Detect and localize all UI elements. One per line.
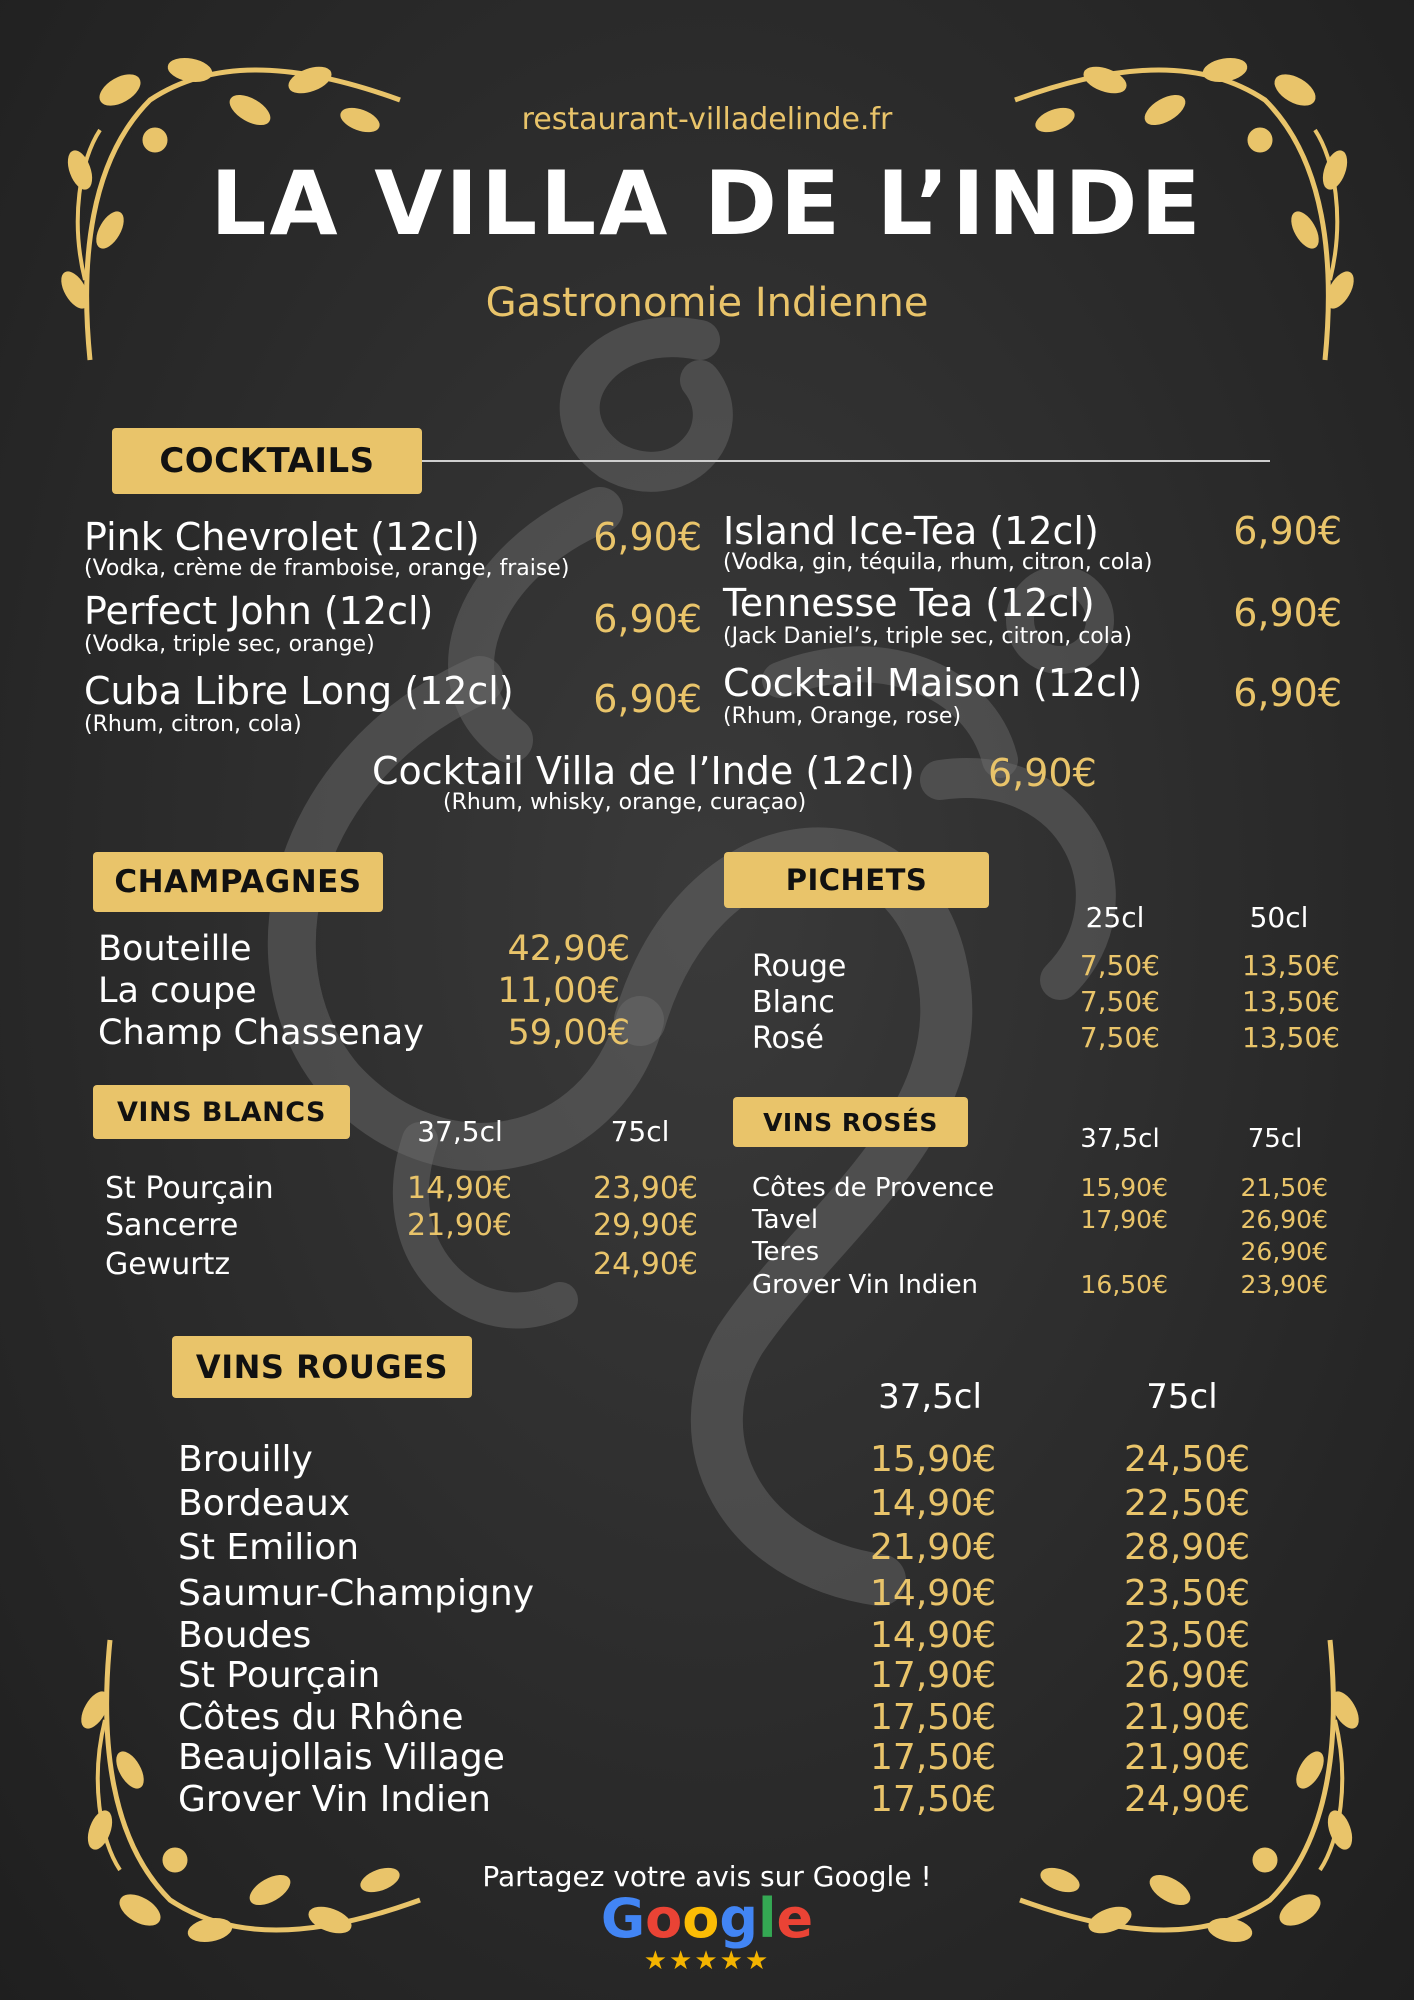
wine-name: St Emilion <box>178 1527 360 1568</box>
wine-price-75cl: 24,90€ <box>593 1247 698 1282</box>
cocktail-price: 6,90€ <box>1233 509 1342 553</box>
pichet-price-50cl: 13,50€ <box>1242 985 1340 1018</box>
pichet-price-25cl: 7,50€ <box>1079 949 1160 982</box>
wine-name: Sancerre <box>105 1208 239 1243</box>
wine-name: Saumur-Champigny <box>178 1573 535 1614</box>
wine-price-75cl: 22,50€ <box>1124 1483 1250 1524</box>
wine-price-37cl: 16,50€ <box>1080 1270 1168 1299</box>
pichet-price-50cl: 13,50€ <box>1242 1021 1340 1054</box>
cocktail-name: Cuba Libre Long (12cl) <box>84 669 514 713</box>
pichet-name: Rosé <box>752 1021 824 1056</box>
wine-price-75cl: 26,90€ <box>1240 1237 1328 1266</box>
pichet-price-25cl: 7,50€ <box>1079 985 1160 1018</box>
cocktail-description: (Vodka, crème de framboise, orange, fraise) <box>84 556 570 581</box>
wine-name: Côtes du Rhône <box>178 1697 464 1738</box>
wine-price-75cl: 21,90€ <box>1124 1737 1250 1778</box>
cocktail-price: 6,90€ <box>1233 671 1342 715</box>
cocktail-description: (Rhum, Orange, rose) <box>723 704 962 729</box>
google-logo-text <box>601 1887 813 1950</box>
wine-price-37cl: 14,90€ <box>870 1483 996 1524</box>
champagne-name: Champ Chassenay <box>98 1013 424 1053</box>
cocktail-price: 6,90€ <box>593 515 702 559</box>
wine-price-75cl: 23,50€ <box>1124 1573 1250 1614</box>
google-logo[interactable] <box>0 1887 1414 1950</box>
champagne-price: 59,00€ <box>507 1013 630 1053</box>
wine-name: Côtes de Provence <box>752 1173 995 1203</box>
pichet-price-25cl: 7,50€ <box>1079 1021 1160 1054</box>
column-header: 37,5cl <box>878 1377 982 1417</box>
wine-name: St Pourçain <box>178 1655 381 1696</box>
wine-price-37cl: 21,90€ <box>870 1527 996 1568</box>
wine-name: Grover Vin Indien <box>178 1779 491 1820</box>
cocktail-price: 6,90€ <box>988 751 1097 795</box>
wine-price-75cl: 21,90€ <box>1124 1697 1250 1738</box>
google-logo-letter: o <box>682 1887 720 1950</box>
cocktail-price: 6,90€ <box>1233 591 1342 635</box>
wine-name: Tavel <box>752 1205 819 1235</box>
wine-price-75cl: 24,90€ <box>1124 1779 1250 1820</box>
section-badge-vins-blancs: VINS BLANCS <box>93 1085 350 1139</box>
cocktail-name: Cocktail Villa de l’Inde (12cl) <box>372 749 915 793</box>
wine-name: Gewurtz <box>105 1247 231 1282</box>
google-logo-letter: o <box>645 1887 683 1950</box>
wine-price-75cl: 23,50€ <box>1124 1615 1250 1656</box>
section-badge-cocktails: COCKTAILS <box>112 428 422 494</box>
wine-price-75cl: 26,90€ <box>1240 1205 1328 1234</box>
wine-name: St Pourçain <box>105 1171 274 1206</box>
cocktail-name: Island Ice-Tea (12cl) <box>723 509 1099 553</box>
cocktail-description: (Jack Daniel’s, triple sec, citron, cola) <box>723 624 1132 649</box>
wine-price-37cl: 14,90€ <box>407 1171 512 1206</box>
section-badge-champagnes: CHAMPAGNES <box>93 852 383 912</box>
column-header: 37,5cl <box>1080 1124 1160 1154</box>
rating-stars-icon: ★★★★★ <box>643 1946 771 1976</box>
section-badge-vins-roses: VINS ROSÉS <box>733 1097 968 1147</box>
wine-price-37cl: 14,90€ <box>870 1573 996 1614</box>
cocktail-name: Perfect John (12cl) <box>84 589 434 633</box>
cocktail-description: (Rhum, citron, cola) <box>84 712 302 737</box>
google-logo-letter: e <box>776 1887 814 1950</box>
google-logo-letter: l <box>758 1887 777 1950</box>
column-header: 75cl <box>1146 1377 1218 1417</box>
wine-price-37cl: 14,90€ <box>870 1615 996 1656</box>
wine-price-37cl: 21,90€ <box>407 1208 512 1243</box>
section-divider <box>422 460 1270 462</box>
wine-name: Beaujollais Village <box>178 1737 505 1778</box>
wine-price-37cl: 17,50€ <box>870 1737 996 1778</box>
wine-price-75cl: 29,90€ <box>593 1208 698 1243</box>
website-url: restaurant-villadelinde.fr <box>521 102 893 137</box>
wine-price-75cl: 23,90€ <box>593 1171 698 1206</box>
page-title: LA VILLA DE L’INDE <box>210 152 1204 255</box>
wine-price-37cl: 17,90€ <box>870 1655 996 1696</box>
champagne-price: 11,00€ <box>497 971 620 1011</box>
wine-name: Boudes <box>178 1615 312 1656</box>
wine-price-75cl: 26,90€ <box>1124 1655 1250 1696</box>
wine-price-75cl: 21,50€ <box>1240 1173 1328 1202</box>
wine-price-37cl: 17,50€ <box>870 1779 996 1820</box>
cocktail-price: 6,90€ <box>593 597 702 641</box>
wine-price-75cl: 23,90€ <box>1240 1270 1328 1299</box>
column-header: 37,5cl <box>417 1115 503 1148</box>
wine-price-37cl: 15,90€ <box>870 1439 996 1480</box>
wine-name: Bordeaux <box>178 1483 351 1524</box>
cocktail-name: Pink Chevrolet (12cl) <box>84 515 480 559</box>
section-badge-pichets: PICHETS <box>724 852 989 908</box>
champagne-price: 42,90€ <box>507 929 630 969</box>
section-badge-vins-rouges: VINS ROUGES <box>172 1336 472 1398</box>
champagne-name: La coupe <box>98 971 257 1011</box>
page-subtitle: Gastronomie Indienne <box>485 280 929 326</box>
wine-price-75cl: 28,90€ <box>1124 1527 1250 1568</box>
wine-price-37cl: 17,90€ <box>1080 1205 1168 1234</box>
cocktail-name: Tennesse Tea (12cl) <box>723 581 1095 625</box>
column-header: 75cl <box>1247 1124 1303 1154</box>
review-prompt: Partagez votre avis sur Google ! <box>482 1860 932 1893</box>
column-header: 75cl <box>610 1115 670 1148</box>
cocktail-description: (Vodka, triple sec, orange) <box>84 632 375 657</box>
google-logo-letter: g <box>719 1887 759 1950</box>
wine-name: Teres <box>752 1237 820 1267</box>
wine-name: Grover Vin Indien <box>752 1270 979 1300</box>
champagne-name: Bouteille <box>98 929 252 969</box>
column-header: 25cl <box>1085 901 1145 934</box>
pichet-name: Rouge <box>752 949 847 984</box>
cocktail-price: 6,90€ <box>593 677 702 721</box>
pichet-name: Blanc <box>752 985 835 1020</box>
cocktail-description: (Rhum, whisky, orange, curaçao) <box>443 790 807 815</box>
wine-name: Brouilly <box>178 1439 313 1480</box>
wine-price-37cl: 17,50€ <box>870 1697 996 1738</box>
wine-price-75cl: 24,50€ <box>1124 1439 1250 1480</box>
wine-price-37cl: 15,90€ <box>1080 1173 1168 1202</box>
column-header: 50cl <box>1249 901 1309 934</box>
google-logo-letter: G <box>600 1887 646 1950</box>
cocktail-name: Cocktail Maison (12cl) <box>723 661 1143 705</box>
pichet-price-50cl: 13,50€ <box>1242 949 1340 982</box>
cocktail-description: (Vodka, gin, téquila, rhum, citron, cola) <box>723 550 1153 575</box>
